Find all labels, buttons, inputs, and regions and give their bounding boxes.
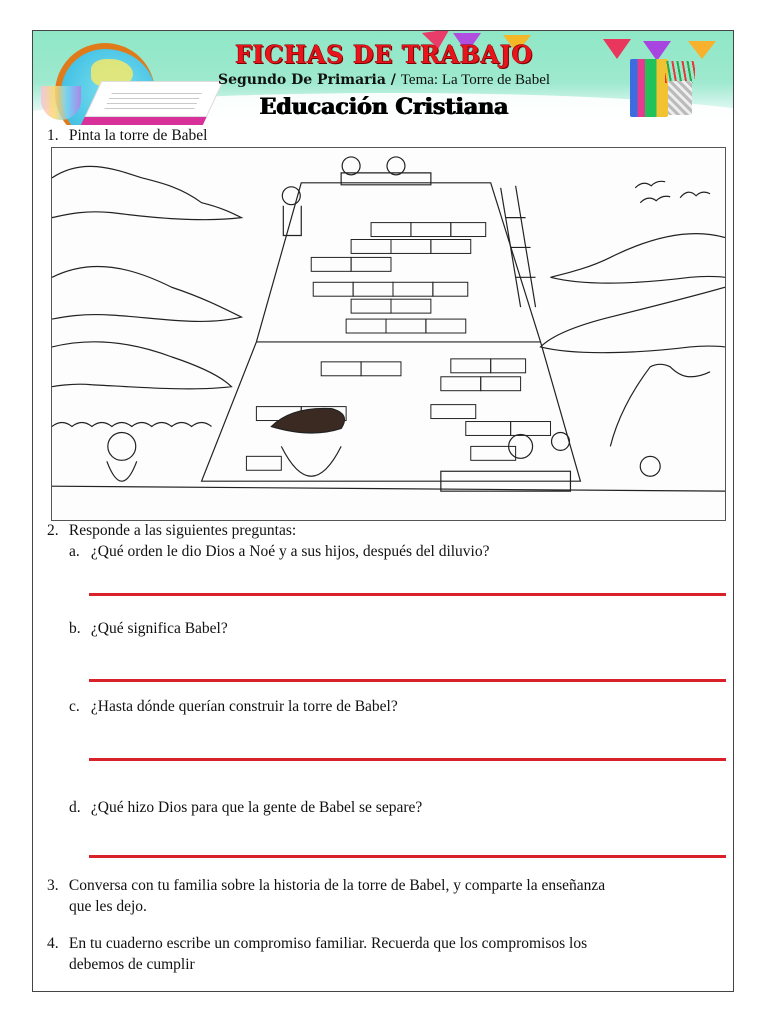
activity-4 [47,935,587,953]
grade-label: Segundo De Primaria [217,72,386,88]
activity-3-continued [69,898,147,916]
answer-line-d[interactable] [89,855,726,858]
question-letter: c. [69,698,80,715]
subject-title: Educación Cristiana [259,94,509,120]
activity-number: 4. [47,935,59,952]
question-letter: b. [69,620,81,637]
answer-line-a[interactable] [89,593,726,596]
worksheet-title: FICHAS DE TRABAJO [235,40,533,69]
question-text: ¿Qué hizo Dios para que la gente de Babel se separe? [90,799,423,816]
activity-number: 2. [47,522,59,539]
activity-text-line2: que les dejo. [69,898,147,915]
activity-text-line1: Conversa con tu familia sobre la historia de la torre de Babel, y comparte la enseñanza [68,877,606,894]
activity-4-continued [69,956,195,974]
activity-2 [47,522,296,540]
worksheet-subtitle [0,72,768,89]
question-text: ¿Qué significa Babel? [90,620,228,637]
activity-text: Pinta la torre de Babel [68,127,208,144]
topic-label: Tema: La Torre de Babel [400,72,551,88]
activity-3 [47,877,605,895]
question-letter: d. [69,799,81,816]
activity-1 [47,127,207,145]
subtitle-separator: / [385,72,401,88]
activity-text-line2: debemos de cumplir [69,956,195,973]
question-text: ¿Hasta dónde querían construir la torre de Babel? [90,698,398,715]
question-c [69,698,398,716]
activity-text-line1: En tu cuaderno escribe un compromiso familiar. Recuerda que los compromisos los [68,935,588,952]
answer-line-b[interactable] [89,679,726,682]
tower-of-babel-coloring-illustration [51,147,726,521]
activity-text: Responde a las siguientes preguntas: [68,522,297,539]
activity-number: 1. [47,127,59,144]
tower-drawing-icon [52,148,725,520]
activity-number: 3. [47,877,59,894]
question-text: ¿Qué orden le dio Dios a Noé y a sus hijos, después del diluvio? [90,543,490,560]
question-d [69,799,422,817]
question-b [69,620,228,638]
question-a [69,543,490,561]
answer-line-c[interactable] [89,758,726,761]
question-letter: a. [69,543,80,560]
